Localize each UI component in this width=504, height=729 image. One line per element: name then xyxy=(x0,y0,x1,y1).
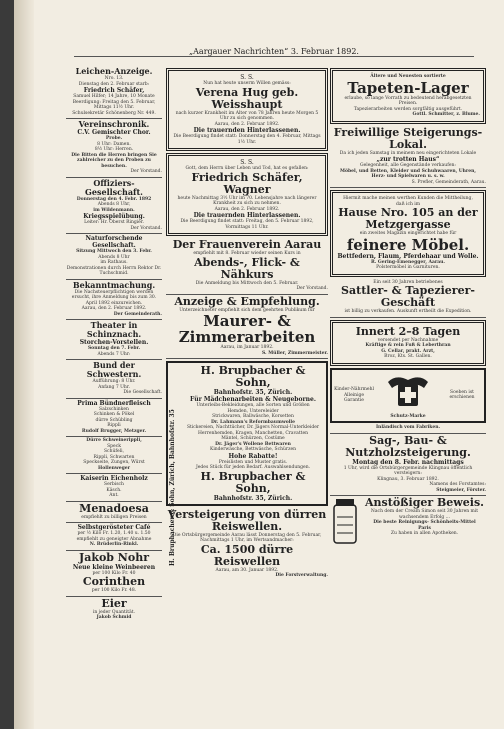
prima-title: Prima Bündnerfleisch xyxy=(77,399,151,407)
leichen-line: Schulsekretär Schönenberg Nr. 449. xyxy=(72,110,156,116)
offiziers-line: Donnerstag den 4. Febr. 1892 xyxy=(76,196,152,202)
ad-natur xyxy=(66,234,162,280)
innert-line: Kräftige & rein Fuß & Leberthran xyxy=(365,343,451,348)
leichen-line: Beerdigung: Freitag den 5. Februar, Mittags 11½ Uhr. xyxy=(72,99,156,110)
bekannt-title: Bekanntmachung. xyxy=(72,279,156,290)
verein-line: Die Bitten die Herren bringen Sie zahlreicher zu den Proben zu besuchen. xyxy=(71,152,157,169)
sag-line: Namens des Forstamtes: xyxy=(429,482,486,487)
newspaper-page xyxy=(14,0,504,729)
leichen-title: Leichen-Anzeige. xyxy=(75,66,153,76)
moebel-sign: R. Gering-Emenegger, Aarau. xyxy=(371,259,445,265)
kaiser-line: Ant. xyxy=(109,493,119,498)
ad-jakob xyxy=(66,551,162,597)
ad-prima xyxy=(66,399,162,438)
sag-sign: Steigmeier, Förster. xyxy=(436,487,486,493)
anst-line: Zu haben in allen Apotheken. xyxy=(390,531,459,536)
bund-line: Aufführung: 8 Uhr. xyxy=(92,379,136,384)
offiziers-line: im Wildenmann. xyxy=(93,207,135,213)
anzeige-title: Anzeige & Empfehlung. xyxy=(174,294,320,308)
tapeten-sign: Gottl. Schmitter, z. Blume. xyxy=(412,112,480,117)
eier-line: in jeder Quantität. xyxy=(92,609,136,615)
tod2-line: heute Nachmittag 3½ Uhr im 70. Lebensjahre nach längerer Krankheit zu sich zu nehmen. xyxy=(177,195,317,206)
schweine-line: Dürre Schweinerippli, xyxy=(86,438,142,443)
frauen-title: Der Frauenverein Aarau xyxy=(172,238,322,251)
prima-line: dürre Schübling xyxy=(95,417,133,423)
innert-line: versendet per Nachnahme xyxy=(377,337,439,343)
tod1-name: Verena Hug geb. Weisshaupt xyxy=(195,85,299,111)
moebel-line: Hiermit mache meinen werthen Kunden die Mittheilung, xyxy=(343,196,473,201)
tod2-mourn: Die trauernden Hinterlassenen. xyxy=(193,212,301,219)
tapeten-title: Tapeten-Lager xyxy=(347,78,469,97)
verst-title: Versteigerung von dürren Reiswellen. xyxy=(167,507,327,533)
brupbacher-title: H. Brupbacher & Sohn, xyxy=(200,364,306,389)
sag-line: Klingnau, 3. Februar 1892. xyxy=(377,476,439,482)
swiss-left: Kinder-Nährmehl Alleinige Garantie xyxy=(334,387,374,403)
ad-theater xyxy=(66,320,162,360)
freiw-title: Freiwillige Steigerungs-Lokal. xyxy=(333,125,483,151)
bekannt-sign: Der Gemeinderath. xyxy=(113,311,162,317)
eier-sign: Jakob Schmid xyxy=(96,615,132,620)
brupbacher-line: Jedes Stück für jeden Bedarf. Auswahlsendungen. xyxy=(195,465,311,470)
brupbacher-line: Dr. Lahmann's Reformbaumwolle xyxy=(211,419,295,425)
eier-title: Eier xyxy=(101,596,127,610)
offiziers-line: Abends 8 Uhr, xyxy=(97,202,131,207)
brupbacher-line: Strickwaren, Ballwäsche, Korsetten xyxy=(212,414,294,419)
brupbacher-line: Für Mädchenarbeiten & Neugeborne. xyxy=(190,396,316,403)
tod2-line: Gott, dem Herrn über Leben und Tod, hat es gefallen: xyxy=(185,166,309,171)
ad-mena xyxy=(66,502,162,524)
brupbacher-line: Stickereien, Nachttücher, Dr. Jägers Normal-Unterkleider xyxy=(186,425,320,430)
mena-line: empfiehlt zu billigen Preisen xyxy=(81,514,147,520)
freiw-line: Da ich jeden Samstag in meinem neu eingerichteten Lokale xyxy=(339,150,477,156)
leichen-name: Friedrich Schäfer, xyxy=(83,87,145,94)
anzeige-line: Aarau, im Januar 1892. xyxy=(220,345,274,350)
freiw-line: „zur trotten Haus“ xyxy=(376,156,440,163)
leichen-line: Samuel Hilfer; 14 Jahre, 10 Monate xyxy=(73,94,155,99)
brupbacher-footer-title: H. Brupbacher & Sohn, xyxy=(200,469,306,495)
innert-title: Innert 2–8 Tagen xyxy=(355,324,461,338)
frauen-course: Abends-, Flick- & Nähkurs xyxy=(194,255,300,281)
tod1-mourn: Die trauernden Hinterlassenen. xyxy=(193,127,301,134)
theater-line: Abends 7 Uhr: xyxy=(97,351,131,357)
verein-line: Probe. xyxy=(105,136,123,141)
prima-line: Schinken & Pökel xyxy=(93,412,135,417)
brupbacher-footer-sub: Bahnhofstr. 35, Zürich. xyxy=(213,494,293,502)
ad-anzeige xyxy=(166,295,328,360)
anst-line: Nach dem der Cream Simon seit 30 Jahren mit wachsendem Erfolg ... xyxy=(370,509,479,520)
brupbacher-line: Mäntel, Schürzen, Costüme xyxy=(221,436,285,441)
tod1-line: Aarau, den 2. Februar 1892. xyxy=(214,121,280,127)
tod1-mark: S. S. xyxy=(240,74,254,81)
natur-line: im Rathaus. xyxy=(100,260,128,265)
anst-line: Paris xyxy=(418,525,431,531)
ad-kaiser xyxy=(66,474,162,502)
schweine-line: Speck xyxy=(107,443,121,449)
ad-moebel xyxy=(330,190,486,277)
ad-bekannt xyxy=(66,280,162,321)
page-header: „Aargauer Nachrichten“ 3. Februar 1892. xyxy=(74,47,474,57)
natur-title: Naturforschende Gesellschaft. xyxy=(85,235,143,249)
death-notice-2 xyxy=(166,153,328,236)
anzeige-headline: Maurer- & Zimmerarbeiten xyxy=(178,312,316,346)
jakob-line: per 100 Kilo Fr. 48. xyxy=(91,588,137,593)
moebel-line: Bettfedern, Flaum, Pferdehaar und Wolle. xyxy=(337,252,479,260)
kaiser-title: Kaiserin Eichenholz xyxy=(80,475,148,482)
bund-title: Bund der Schwestern. xyxy=(86,360,142,379)
offiziers-sign: Der Vorstand. xyxy=(130,225,162,231)
anstoss-text xyxy=(363,497,486,537)
offiziers-title: Offiziers-Gesellschaft. xyxy=(85,177,143,197)
prima-sign: Rudolf Brugger, Metzger. xyxy=(81,428,147,434)
sattler-title: Sattler- & Tapezierer-Geschäft xyxy=(341,284,475,309)
theater-title: Theater in Schinznach. xyxy=(86,320,142,339)
sag-line: 1 Uhr, wird die Ortsbürgergemeinde Klingnau öffentlich versteigern: xyxy=(343,465,473,476)
ad-anstoss xyxy=(330,496,486,549)
tod1-line: Nun hat heute unserm Willen gemäss: xyxy=(203,81,291,86)
brupbacher-line: Hemden, Untereleider xyxy=(227,408,279,414)
moebel-line: Polstermöbel in Garnituren. xyxy=(376,265,440,270)
tod1-line: nach kurzer Krankheit im Alter von 78 Jahren heute Morgen 5 Uhr zu sich genommen. xyxy=(175,110,319,121)
frauen-line: empfiehlt mit 8. Februar wieder seinen Kurs in xyxy=(193,251,301,256)
frauen-sign: Der Vorstand. xyxy=(296,286,328,291)
swiss-right: Soeben ist erschienen xyxy=(449,389,475,401)
prima-line: Rippli xyxy=(107,423,121,428)
natur-line: Sitzung Mittwoch den 3. Febr. xyxy=(76,249,152,254)
verein-sign: Der Vorstand. xyxy=(130,169,162,174)
ad-bund xyxy=(66,360,162,399)
ad-verein xyxy=(66,119,162,178)
brupbacher-line: Hohe Rabatte! xyxy=(228,452,278,460)
swiss-mark: Schutz-Marke xyxy=(390,413,426,419)
theater-line: Sonntag den 7. Febr. xyxy=(87,346,141,351)
column-middle xyxy=(166,66,328,581)
frauen-line: Die Anmeldung bis Mittwoch den 5. Februar. xyxy=(195,280,299,286)
moebel-line: ein zweites Magazin eingerichtet habe für xyxy=(359,231,457,236)
ad-swiss-cross xyxy=(330,368,486,424)
brupbacher-sub: Bahnhofstr. 35, Zürich. xyxy=(213,389,293,396)
verein-line: 8 Uhr: Damen. xyxy=(97,141,131,147)
brupbacher-side: H. Brupbacher & Sohn, Zürich, Bahnhofstr. 35 xyxy=(169,409,176,567)
ad-eier xyxy=(66,597,162,623)
tod1-line: Die Beerdigung findet statt: Donnerstag den 4. Februar, Mittags 1½ Uhr. xyxy=(173,134,321,145)
brupbacher-line: Dr. Jäger's Wollene Bettwaren xyxy=(215,441,291,447)
innert-line: Broz, Kts. St. Gallen. xyxy=(384,354,432,359)
freiw-line: Gelegenheit, alle Gegenstände verkaufen: xyxy=(360,163,456,168)
jakob-line: per 100 Kilo Fr. 40 xyxy=(92,570,136,576)
swiss-footer: Inländisch vom Fabriken. xyxy=(330,425,486,434)
leichen-line: Nro. 13. xyxy=(104,76,124,81)
verst-headline: Ca. 1500 dürre Reiswellen xyxy=(200,542,294,568)
freiw-line: Möbel, und Betten, Kleider und Schuhwaaren, Uhren, xyxy=(340,168,476,174)
natur-line: Abends 8 Uhr xyxy=(98,254,130,260)
anst-line: Die beste Reinigungs- Schönheits-Mittel xyxy=(373,520,476,525)
prima-line: Salzschinken xyxy=(99,406,129,412)
tapeten-pre: Ältere und Neuesten sortierte xyxy=(370,74,446,79)
selbst-title: Selbstgerösteter Café xyxy=(77,524,151,531)
schweine-line: Rippli, Schwarten xyxy=(93,454,135,460)
column-right xyxy=(330,66,486,549)
kaiser-line: Käsch. xyxy=(106,487,122,493)
tod2-mark: S. S. xyxy=(240,159,254,166)
ad-frauenverein xyxy=(166,238,328,295)
ad-offiziers xyxy=(66,178,162,235)
page-binding xyxy=(14,0,34,729)
brupbacher-line: Unterleibs-Bekleidungen, alle Sorten und Größen xyxy=(196,403,310,408)
schweine-line: Schüfeli, xyxy=(103,449,125,454)
anst-title: Anstößiger Beweis. xyxy=(365,496,484,509)
innert-sign: G. Cellar, prakt. Arzt, xyxy=(381,348,435,354)
sattler-line: ist billig zu verkaufen. Auskunft ertheilt die Expedition. xyxy=(344,309,472,314)
sattler-pre: Ein seit 30 Jahren betriebenes xyxy=(373,279,443,285)
jakob-line: Neue kleine Weinbeeren xyxy=(72,563,156,571)
ad-freiwillige xyxy=(330,126,486,189)
ad-versteigerung xyxy=(166,508,328,581)
ad-sattler xyxy=(330,279,486,318)
ad-sag xyxy=(330,434,486,497)
ad-selbst xyxy=(66,523,162,551)
swiss-cross-icon xyxy=(384,372,432,410)
anzeige-line: Unterzeichneter empfiehlt sich dem geehrten Publikum für xyxy=(179,307,315,313)
column-left xyxy=(66,66,162,623)
moebel-title: feinere Möbel. xyxy=(346,235,470,254)
freiw-line: Herz- und Spielwaren u. s. w. xyxy=(371,174,445,179)
bekannt-line: Die Nachsteuerpflichtigen werden ersucht, ihre Anmeldung bis zum 30. April 1892 einzureichen. xyxy=(71,289,157,306)
bund-line: Anfang 7 Uhr. xyxy=(98,384,130,390)
leichen-line: Dienstag den 2. Februar starb: xyxy=(78,81,150,87)
moebel-headline: Hause Nro. 105 an der Metzgergasse xyxy=(338,206,478,231)
death-notice-1 xyxy=(166,68,328,151)
anzeige-sign: S. Müller, Zimmermeister. xyxy=(261,350,328,356)
schweine-line: Speckseite, Zungen, Würst xyxy=(83,460,145,465)
offiziers-line: Kriegsspielübung. xyxy=(83,213,145,220)
brupbacher-line: Kinderwäsche, Bettwäsche, Schürzen xyxy=(209,447,297,452)
ad-leichen xyxy=(66,66,162,119)
tod2-line: Die Beerdigung findet statt: Freitag, den 5. Februar 1892, Vormittags 11 Uhr. xyxy=(180,219,314,230)
tod2-name: Friedrich Schäfer, Wagner xyxy=(191,170,303,196)
tod2-line: Aarau, den 2. Februar 1892. xyxy=(214,206,280,212)
verein-chor: C.V. Gemischter Chor. xyxy=(77,129,151,136)
selbst-line: empfiehlt zu geneigter Abnahme xyxy=(76,536,152,542)
mena-title: Menadoesa xyxy=(79,501,149,515)
bund-sign: Die Gesellschaft. xyxy=(123,390,162,395)
tapeten-line: Tapezierarbeiten werden sorgfältig ausgeführt. xyxy=(353,106,463,112)
schweine-sign: Hollenweger xyxy=(98,465,130,471)
jakob-line: Corinthen xyxy=(82,575,146,588)
brupbacher-line: Herrenhemden, Kragen, Manchetten, Cravatten xyxy=(197,430,309,436)
sag-line: Montag den 8. Febr. nachmittags xyxy=(352,458,464,466)
moebel-line: daß ich im xyxy=(396,201,420,207)
freiw-sign: S. Prefler, Gemeinderath, Aarau. xyxy=(411,179,486,185)
verein-line: 8½ Uhr: Herren. xyxy=(94,147,134,152)
brupbacher-line: Preislisten und Muster gratis. xyxy=(218,459,288,465)
ad-tapeten xyxy=(330,68,486,124)
bekannt-line: Aarau, den 2. Februar 1892. xyxy=(81,306,147,311)
selbst-line: per ½ Kilo Fr. 1.20, 1.40 u. 1.50 xyxy=(77,531,151,536)
natur-line: Demonstrationen durch Herrn Rektor Dr. Tuchschmid. xyxy=(66,265,162,276)
cream-jar-icon xyxy=(330,497,360,547)
sag-title: Sag-, Bau- & Nutzholzsteigerung. xyxy=(345,433,471,459)
offiziers-line: Leiter: Hr. Oberst Ringier. xyxy=(84,220,144,225)
theater-line: Storchen-Vorstellen. xyxy=(79,339,149,346)
verst-line: Aarau, am 30. Januar 1892. xyxy=(215,567,279,573)
verst-line: Die Ortsbürgergemeinde Aarau lässt Donnerstag den 5. Februar, Nachmittags 1 Uhr, im Wertsandmacher: xyxy=(172,532,322,543)
selbst-sign: N. Brüderlin-Rinkl. xyxy=(89,542,139,547)
verst-sign: Die Forstverwaltung. xyxy=(275,573,328,578)
swiss-emblem-wrap xyxy=(377,372,439,420)
verein-title: Vereinschronik. xyxy=(78,119,150,129)
ad-innert xyxy=(330,320,486,366)
ad-schweine xyxy=(66,437,162,474)
jakob-title: Jakob Nohr xyxy=(79,550,149,564)
tapeten-line: erlaube, so lange Vorrath zu bedeutend herabgesetzten Preisen. xyxy=(344,95,472,106)
kaiser-line: Serbisch xyxy=(104,482,124,487)
